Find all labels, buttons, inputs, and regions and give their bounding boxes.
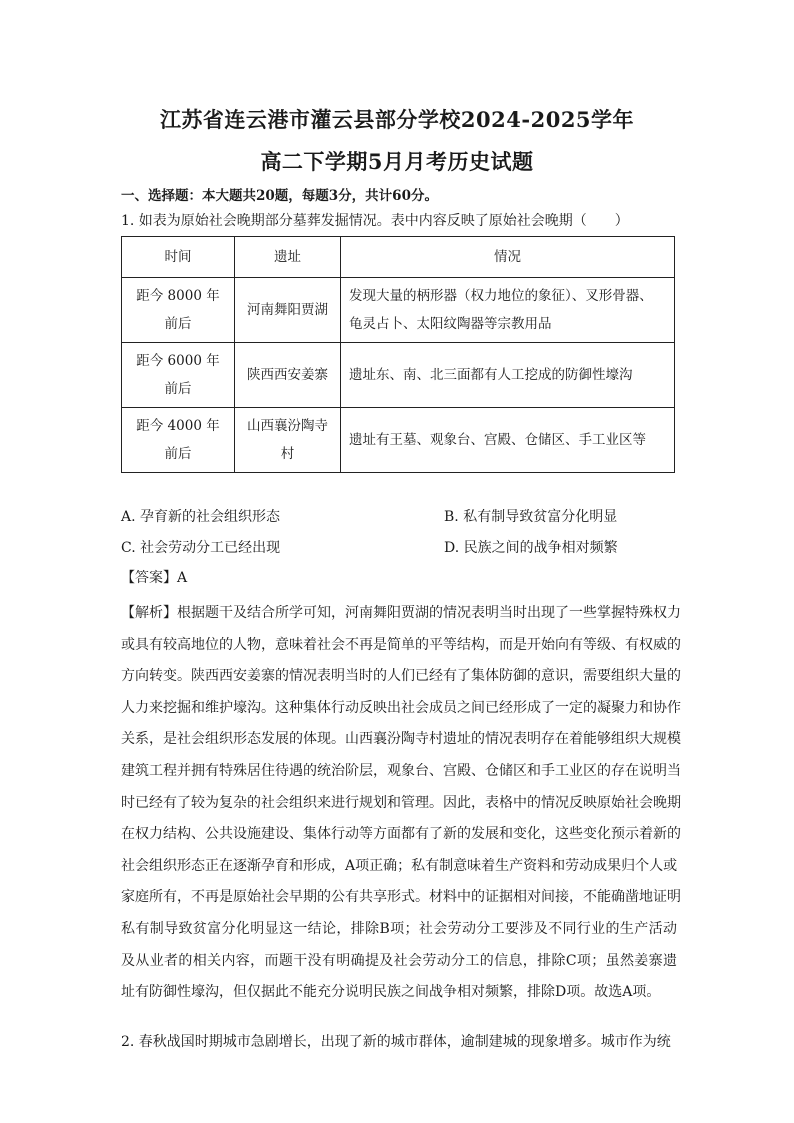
analysis-line: 私有制导致贫富分化明显这一结论，排除B项；社会劳动分工要涉及不同行业的生产活动 xyxy=(121,920,677,937)
analysis-line: 址有防御性壕沟，但仅据此不能充分说明民族之间战争相对频繁，排除D项。故选A项。 xyxy=(121,984,661,1001)
table-cell-desc: 遗址有王墓、观象台、宫殿、仓储区、手工业区等 xyxy=(341,408,675,473)
section-heading: 一、选择题：本大题共20题，每题3分，共计60分。 xyxy=(121,188,438,204)
analysis-line: 建筑工程并拥有特殊居住待遇的统治阶层，观象台、宫殿、仓储区和手工业区的存在说明当 xyxy=(121,762,681,779)
option-c: C. 社会劳动分工已经出现 xyxy=(121,540,281,556)
table-header-time: 时间 xyxy=(122,237,235,278)
table-cell-time: 距今 4000 年前后 xyxy=(122,408,235,473)
question-2-stem: 2. 春秋战国时期城市急剧增长，出现了新的城市群体，逾制建城的现象增多。城市作为统 xyxy=(121,1034,671,1050)
analysis-line: 在权力结构、公共设施建设、集体行动等方面都有了新的发展和变化，这些变化预示着新的 xyxy=(121,826,681,843)
table-cell-desc: 遗址东、南、北三面都有人工挖成的防御性壕沟 xyxy=(341,343,675,408)
table-row xyxy=(122,278,675,343)
table-cell-site: 陕西西安姜寨 xyxy=(235,343,341,408)
document-title-line1: 江苏省连云港市灌云县部分学校2024-2025学年 xyxy=(159,107,635,132)
table-row xyxy=(122,408,675,473)
analysis-line: 关系，是社会组织形态发展的体现。山西襄汾陶寺村遗址的情况表明存在着能够组织大规模 xyxy=(121,731,681,748)
table-cell-site: 河南舞阳贾湖 xyxy=(235,278,341,343)
table-cell-time: 距今 6000 年前后 xyxy=(122,343,235,408)
analysis-line: 或具有较高地位的人物，意味着社会不再是简单的平等结构，而是开始向有等级、有权威的 xyxy=(121,636,681,653)
table-header-row xyxy=(122,237,675,278)
table-row xyxy=(122,343,675,408)
excavation-table xyxy=(121,236,675,473)
document-title-line2: 高二下学期5月月考历史试题 xyxy=(260,149,534,174)
question-1-stem: 1. 如表为原始社会晚期部分墓葬发掘情况。表中内容反映了原始社会晚期（ ） xyxy=(121,213,629,229)
table-cell-time: 距今 8000 年前后 xyxy=(122,278,235,343)
option-d: D. 民族之间的战争相对频繁 xyxy=(444,540,618,556)
analysis-line: 人力来挖掘和维护壕沟。这种集体行动反映出社会成员之间已经形成了一定的凝聚力和协作 xyxy=(121,699,681,716)
analysis-line: 方向转变。陕西西安姜寨的情况表明当时的人们已经有了集体防御的意识，需要组织大量的 xyxy=(121,668,681,685)
analysis-line: 【解析】根据题干及结合所学可知，河南舞阳贾湖的情况表明当时出现了一些掌握特殊权力 xyxy=(121,605,681,621)
analysis-line: 社会组织形态正在逐渐孕育和形成，A项正确；私有制意味着生产资料和劳动成果归个人或 xyxy=(121,857,678,874)
analysis-line: 时已经有了较为复杂的社会组织来进行规划和管理。因此，表格中的情况反映原始社会晚期 xyxy=(121,794,681,811)
option-b: B. 私有制导致贫富分化明显 xyxy=(444,509,618,525)
analysis-line: 家庭所有，不再是原始社会早期的公有共享形式。材料中的证据相对间接，不能确凿地证明 xyxy=(121,889,681,906)
table-cell-site: 山西襄汾陶寺村 xyxy=(235,408,341,473)
analysis-text xyxy=(121,598,681,1009)
answer-label: 【答案】A xyxy=(121,570,188,586)
analysis-line: 及从业者的相关内容，而题干没有明确提及社会劳动分工的信息，排除C项；虽然姜寨遗 xyxy=(121,952,677,969)
option-a: A. 孕育新的社会组织形态 xyxy=(121,509,281,525)
table-header-site: 遗址 xyxy=(235,237,341,278)
table-header-desc: 情况 xyxy=(341,237,675,278)
table-cell-desc: 发现大量的柄形器（权力地位的象征）、叉形骨器、龟灵占卜、太阳纹陶器等宗教用品 xyxy=(341,278,675,343)
